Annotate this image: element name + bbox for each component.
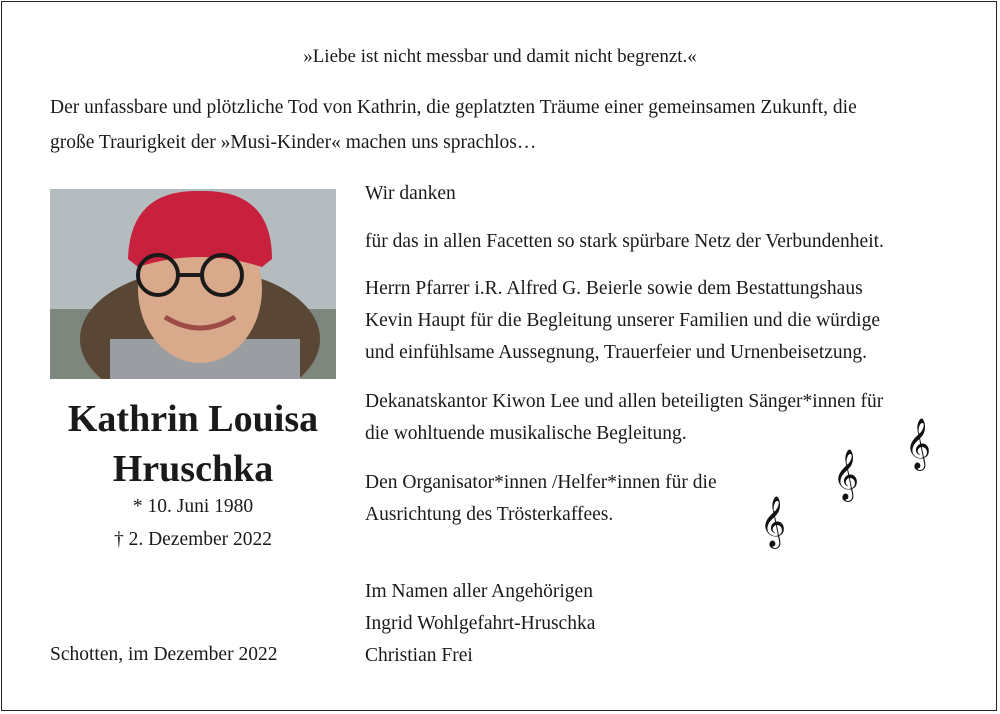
signature-line: Christian Frei	[365, 645, 473, 666]
thanks-line: Dekanatskantor Kiwon Lee und allen beteiligten Sänger*innen für	[365, 391, 884, 412]
thanks-line: und einfühlsame Aussegnung, Trauerfeier und Urnenbeisetzung.	[365, 342, 868, 363]
birth-date: * 10. Juni 1980	[132, 496, 254, 517]
deceased-name	[50, 394, 336, 494]
death-date: † 2. Dezember 2022	[113, 529, 273, 550]
name-line-1: Kathrin Louisa	[67, 398, 319, 440]
signature-line: Ingrid Wohlgefahrt-Hruschka	[365, 613, 596, 634]
thanks-line: die wohltuende musikalische Begleitung.	[365, 423, 687, 444]
thanks-line: für das in allen Facetten so stark spürbare Netz der Verbundenheit.	[365, 231, 884, 252]
thanks-line: Kevin Haupt für die Begleitung unserer Familien und die würdige	[365, 310, 880, 331]
quote: »Liebe ist nicht messbar und damit nicht begrenzt.«	[303, 46, 697, 67]
portrait-photo	[50, 189, 336, 379]
place-date: Schotten, im Dezember 2022	[50, 644, 278, 665]
thanks-line: Herrn Pfarrer i.R. Alfred G. Beierle sowie dem Bestattungshaus	[365, 278, 863, 299]
intro-line: Der unfassbare und plötzliche Tod von Kathrin, die geplatzten Träume einer gemeinsamen Zukunft, die	[50, 97, 857, 118]
thanks-line: Ausrichtung des Trösterkaffees.	[365, 504, 614, 525]
life-dates	[50, 490, 336, 556]
thanks-paragraph-1	[365, 226, 884, 258]
intro-line: große Traurigkeit der »Musi-Kinder« machen uns sprachlos…	[50, 132, 537, 153]
thanks-paragraph-2	[365, 273, 880, 369]
signature-line: Im Namen aller Angehörigen	[365, 581, 593, 602]
treble-clef-icon: 𝄞	[905, 419, 932, 468]
name-line-2: Hruschka	[112, 448, 274, 490]
intro-text	[50, 90, 857, 160]
thanks-paragraph-4	[365, 467, 717, 531]
portrait-illustration	[50, 189, 336, 379]
thanks-heading: Wir danken	[365, 183, 456, 204]
signature-block	[365, 576, 595, 672]
treble-clef-icon: 𝄞	[833, 450, 860, 499]
thanks-line: Den Organisator*innen /Helfer*innen für die	[365, 472, 717, 493]
thanks-paragraph-3	[365, 386, 883, 450]
treble-clef-icon: 𝄞	[760, 497, 787, 546]
